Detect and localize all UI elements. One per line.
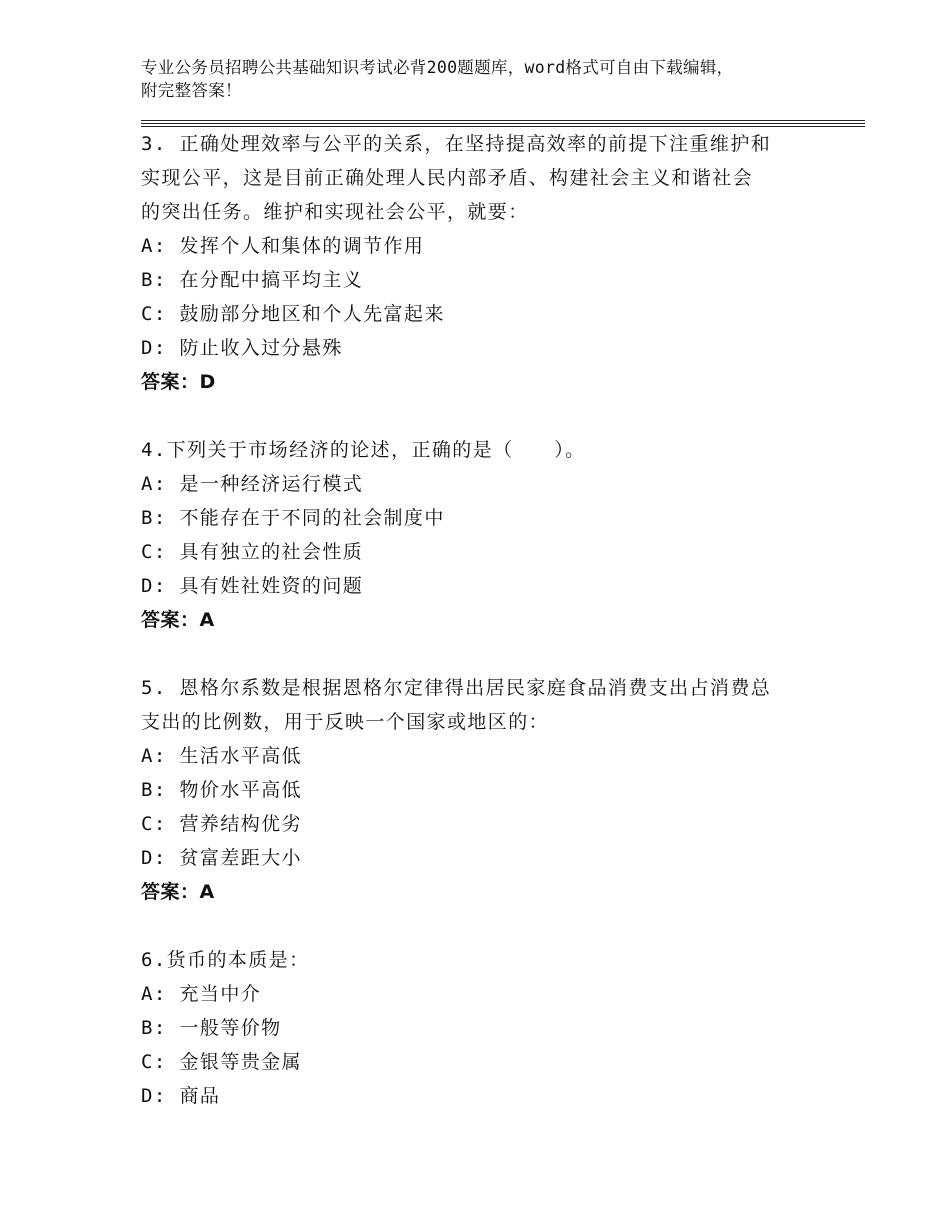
question-stem: 3. 正确处理效率与公平的关系，在坚持提高效率的前提下注重维护和	[141, 133, 772, 155]
option-c: C: 具有独立的社会性质	[141, 541, 364, 563]
spacer	[141, 909, 861, 943]
option-c: C: 营养结构优劣	[141, 813, 302, 835]
option-d: D: 具有姓社姓资的问题	[141, 575, 364, 597]
question-stem: 4.下列关于市场经济的论述，正确的是（ ）。	[141, 439, 586, 461]
header-divider	[141, 120, 865, 121]
answer-label: 答案：A	[141, 881, 215, 903]
question-6	[141, 943, 861, 1113]
option-a: A: 发挥个人和集体的调节作用	[141, 235, 425, 257]
question-stem: 支出的比例数，用于反映一个国家或地区的：	[141, 711, 550, 733]
header-divider	[141, 123, 865, 124]
option-b: B: 物价水平高低	[141, 779, 302, 801]
option-d: D: 贫富差距大小	[141, 847, 302, 869]
option-b: B: 不能存在于不同的社会制度中	[141, 507, 445, 529]
question-stem: 的突出任务。维护和实现社会公平，就要：	[141, 201, 529, 223]
question-stem: 实现公平，这是目前正确处理人民内部矛盾、构建社会主义和谐社会	[141, 167, 754, 189]
option-a: A: 是一种经济运行模式	[141, 473, 364, 495]
option-b: B: 一般等价物	[141, 1017, 282, 1039]
answer-label: 答案：D	[141, 371, 216, 393]
header-line-1: 专业公务员招聘公共基础知识考试必背200题题库，word格式可自由下载编辑，	[141, 58, 734, 77]
option-a: A: 生活水平高低	[141, 745, 302, 767]
option-c: C: 金银等贵金属	[141, 1051, 302, 1073]
option-c: C: 鼓励部分地区和个人先富起来	[141, 303, 445, 325]
answer-label: 答案：A	[141, 609, 215, 631]
header-line-2: 附完整答案！	[141, 81, 242, 100]
question-5	[141, 671, 861, 909]
spacer	[141, 399, 861, 433]
option-b: B: 在分配中搞平均主义	[141, 269, 364, 291]
option-d: D: 商品	[141, 1085, 221, 1107]
question-4	[141, 433, 861, 637]
option-a: A: 充当中介	[141, 983, 262, 1005]
question-stem: 5. 恩格尔系数是根据恩格尔定律得出居民家庭食品消费支出占消费总	[141, 677, 772, 699]
page-header	[141, 56, 841, 102]
option-d: D: 防止收入过分悬殊	[141, 337, 343, 359]
question-3	[141, 127, 861, 399]
question-list	[141, 127, 861, 1113]
spacer	[141, 637, 861, 671]
question-stem: 6.货币的本质是：	[141, 949, 310, 971]
